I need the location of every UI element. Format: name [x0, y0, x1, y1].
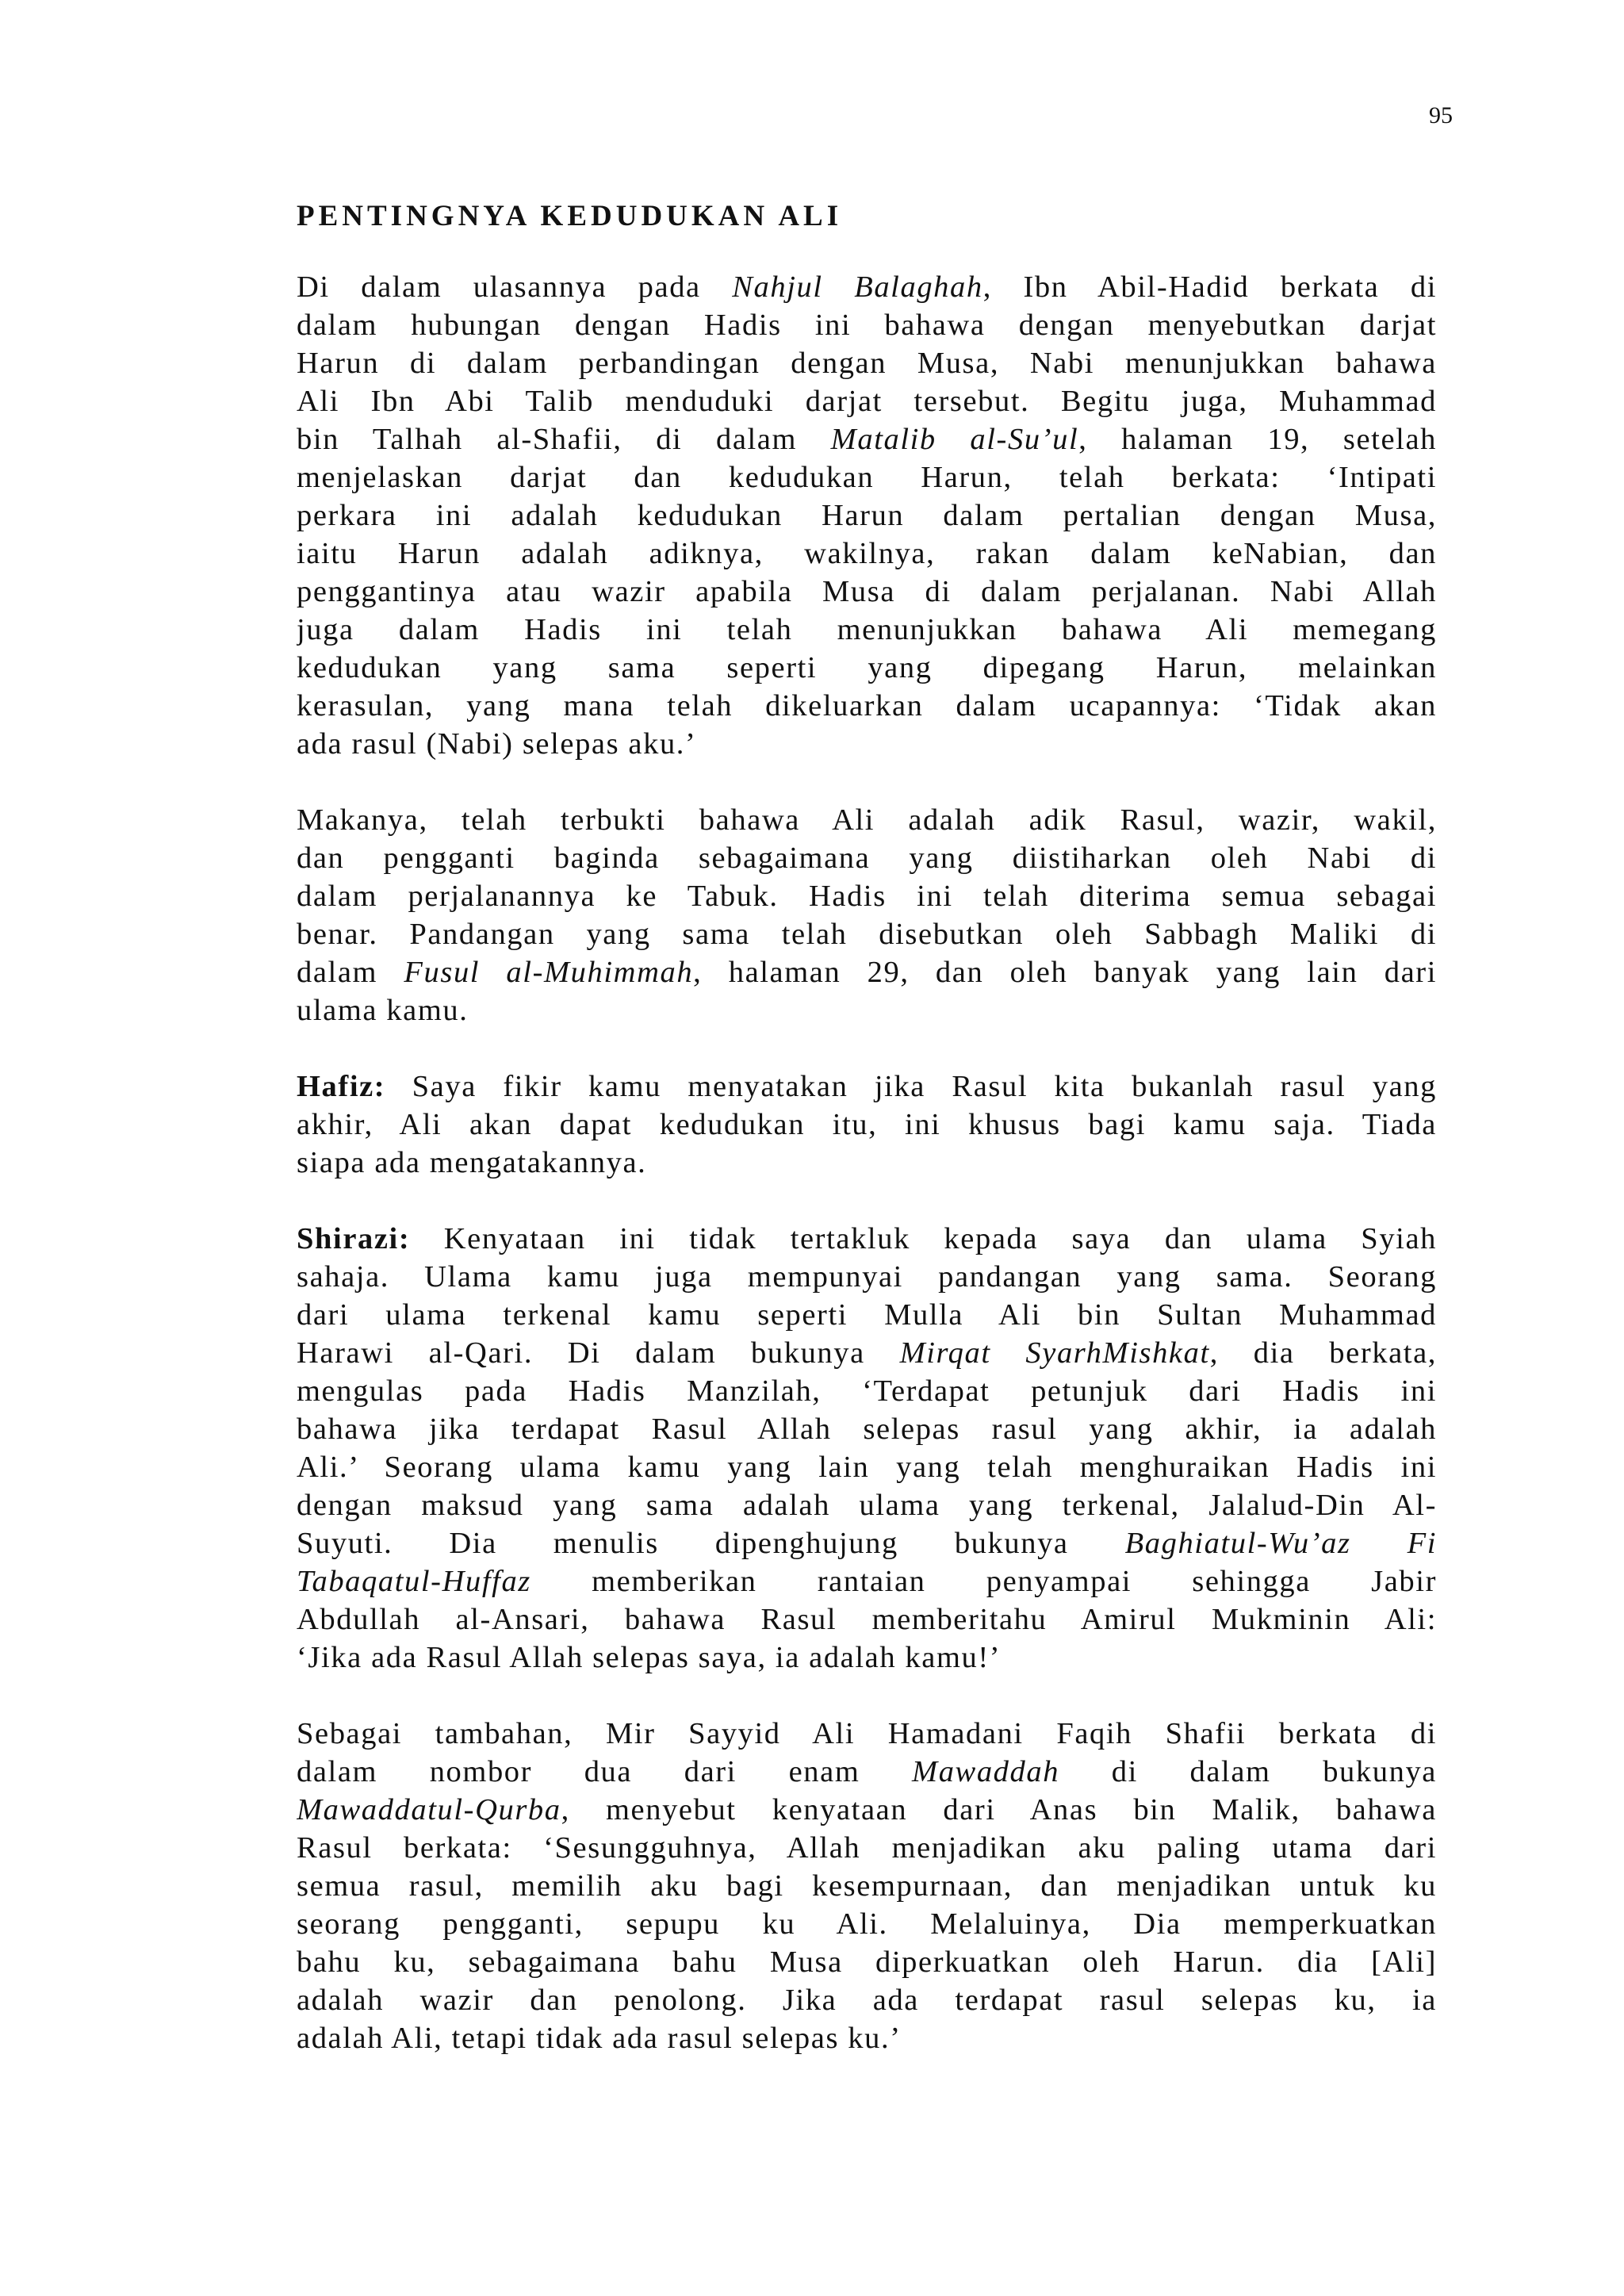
text-line [297, 1372, 1437, 1410]
italic-title: Baghiatul-Wu’az Fi [1124, 1527, 1437, 1560]
text-line [297, 268, 1437, 306]
text-run: di dalam bukunya [1059, 1755, 1437, 1788]
text-line [297, 1867, 1437, 1905]
text-line [297, 649, 1437, 687]
text-run: dan pengganti baginda sebagaimana yang diistiharkan oleh Nabi di [297, 841, 1437, 875]
text-line [297, 2019, 1437, 2057]
text-line [297, 1600, 1437, 1639]
text-line [297, 1486, 1437, 1524]
text-run: mengulas pada Hadis Manzilah, ‘Terdapat petunjuk dari Hadis ini [297, 1374, 1437, 1408]
text-line [297, 306, 1437, 344]
text-run: , menyebut kenyataan dari Anas bin Malik, bahawa [561, 1793, 1437, 1826]
paragraph [297, 1220, 1437, 1677]
speaker-label: Hafiz: [297, 1070, 386, 1103]
text-run: bahawa jika terdapat Rasul Allah selepas rasul yang akhir, ia adalah [297, 1412, 1437, 1446]
paragraph [297, 1068, 1437, 1182]
text-run: perkara ini adalah kedudukan Harun dalam pertalian dengan Musa, [297, 499, 1437, 532]
paragraph [297, 801, 1437, 1029]
text-run: bin Talhah al-Shafii, di dalam [297, 423, 831, 456]
text-run: sahaja. Ulama kamu juga mempunyai pandangan yang sama. Seorang [297, 1260, 1437, 1294]
text-line [297, 915, 1437, 953]
text-run: Saya fikir kamu menyatakan jika Rasul kita bukanlah rasul yang [385, 1070, 1437, 1103]
text-run: Kenyataan ini tidak tertakluk kepada saya dan ulama Syiah [410, 1222, 1437, 1255]
text-run: dalam perjalanannya ke Tabuk. Hadis ini telah diterima semua sebagai [297, 880, 1437, 913]
text-line [297, 1106, 1437, 1144]
text-line [297, 1068, 1437, 1106]
text-line [297, 1296, 1437, 1334]
text-run: Ali.’ Seorang ulama kamu yang lain yang telah menghuraikan Hadis ini [297, 1451, 1437, 1484]
section-heading: PENTINGNYA KEDUDUKAN ALI [297, 200, 843, 232]
text-line [297, 573, 1437, 611]
text-line [297, 382, 1437, 420]
text-run: Harawi al-Qari. Di dalam bukunya [297, 1336, 900, 1370]
text-line [297, 611, 1437, 649]
text-line [297, 1220, 1437, 1258]
text-run: penggantinya atau wazir apabila Musa di dalam perjalanan. Nabi Allah [297, 575, 1437, 608]
text-line [297, 1753, 1437, 1791]
text-line [297, 839, 1437, 877]
text-run: , halaman 19, setelah [1078, 423, 1437, 456]
text-line [297, 1144, 1437, 1182]
text-run: Makanya, telah terbukti bahawa Ali adalah adik Rasul, wazir, wakil, [297, 803, 1437, 837]
paragraphs [297, 268, 1437, 2057]
paragraph [297, 268, 1437, 763]
text-line [297, 344, 1437, 382]
text-line [297, 1524, 1437, 1562]
text-run: iaitu Harun adalah adiknya, wakilnya, rakan dalam keNabian, dan [297, 537, 1437, 570]
text-line [297, 687, 1437, 725]
italic-title: Mirqat SyarhMishkat [899, 1336, 1210, 1370]
text-run: Abdullah al-Ansari, bahawa Rasul memberitahu Amirul Mukminin Ali: [297, 1603, 1437, 1636]
text-line [297, 1258, 1437, 1296]
text-line [297, 877, 1437, 915]
text-line [297, 1943, 1437, 1981]
text-run: Di dalam ulasannya pada [297, 270, 733, 304]
text-run: Sebagai tambahan, Mir Sayyid Ali Hamadani Faqih Shafii berkata di [297, 1717, 1437, 1750]
page-number: 95 [1429, 102, 1453, 128]
text-run: siapa ada mengatakannya. [297, 1146, 647, 1179]
text-run: dengan maksud yang sama adalah ulama yang terkenal, Jalalud-Din Al- [297, 1489, 1437, 1522]
text-line [297, 1829, 1437, 1867]
text-line [297, 1715, 1437, 1753]
text-run: Suyuti. Dia menulis dipenghujung bukunya [297, 1527, 1125, 1560]
text-run: dari ulama terkenal kamu seperti Mulla Ali bin Sultan Muhammad [297, 1298, 1437, 1332]
italic-title: Nahjul Balaghah [732, 270, 983, 304]
text-run: akhir, Ali akan dapat kedudukan itu, ini khusus bagi kamu saja. Tiada [297, 1108, 1437, 1141]
italic-title: Matalib al-Su’ul [830, 423, 1079, 456]
text-line [297, 725, 1437, 763]
text-run: kedudukan yang sama seperti yang dipegang Harun, melainkan [297, 651, 1437, 684]
text-run: Harun di dalam perbandingan dengan Musa, Nabi menunjukkan bahawa [297, 347, 1437, 380]
text-run: adalah wazir dan penolong. Jika ada terdapat rasul selepas ku, ia [297, 1984, 1437, 2017]
text-run: ada rasul (Nabi) selepas aku.’ [297, 727, 697, 761]
text-run: seorang pengganti, sepupu ku Ali. Melaluinya, Dia memperkuatkan [297, 1907, 1437, 1941]
text-line [297, 420, 1437, 458]
text-run: Rasul berkata: ‘Sesungguhnya, Allah menjadikan aku paling utama dari [297, 1831, 1437, 1865]
text-line [297, 458, 1437, 496]
text-run: ulama kamu. [297, 994, 469, 1027]
text-run: Ali Ibn Abi Talib menduduki darjat tersebut. Begitu juga, Muhammad [297, 385, 1437, 418]
italic-title: Fusul al-Muhimmah [404, 956, 694, 989]
text-run: bahu ku, sebagaimana bahu Musa diperkuatkan oleh Harun. dia [Ali] [297, 1945, 1437, 1979]
text-line [297, 991, 1437, 1029]
text-run: kerasulan, yang mana telah dikeluarkan dalam ucapannya: ‘Tidak akan [297, 689, 1437, 723]
text-line [297, 1905, 1437, 1943]
text-line [297, 1562, 1437, 1600]
text-line [297, 1410, 1437, 1448]
text-line [297, 1981, 1437, 2019]
speaker-label: Shirazi: [297, 1222, 411, 1255]
text-line [297, 1639, 1437, 1677]
text-run: dalam [297, 956, 404, 989]
text-run: dalam hubungan dengan Hadis ini bahawa dengan menyebutkan darjat [297, 309, 1437, 342]
italic-title: Mawaddatul-Qurba [297, 1793, 561, 1826]
text-run: adalah Ali, tetapi tidak ada rasul selepas ku.’ [297, 2022, 902, 2055]
text-run: , dia berkata, [1209, 1336, 1437, 1370]
text-line [297, 1448, 1437, 1486]
text-run: dalam nombor dua dari enam [297, 1755, 913, 1788]
text-line [297, 953, 1437, 991]
text-run: benar. Pandangan yang sama telah disebutkan oleh Sabbagh Maliki di [297, 918, 1437, 951]
text-line [297, 801, 1437, 839]
text-run: juga dalam Hadis ini telah menunjukkan bahawa Ali memegang [297, 613, 1437, 646]
italic-title: Mawaddah [912, 1755, 1060, 1788]
text-run: , halaman 29, dan oleh banyak yang lain dari [693, 956, 1437, 989]
text-run: , Ibn Abil-Hadid berkata di [982, 270, 1437, 304]
text-line [297, 1791, 1437, 1829]
text-run: ‘Jika ada Rasul Allah selepas saya, ia adalah kamu!’ [297, 1641, 1002, 1674]
text-run: memberikan rantaian penyampai sehingga Jabir [530, 1565, 1437, 1598]
italic-title: Tabaqatul-Huffaz [297, 1565, 531, 1598]
text-line [297, 496, 1437, 535]
text-line [297, 535, 1437, 573]
text-run: menjelaskan darjat dan kedudukan Harun, telah berkata: ‘Intipati [297, 461, 1437, 494]
text-line [297, 1334, 1437, 1372]
document-body [297, 198, 1437, 2095]
text-run: semua rasul, memilih aku bagi kesempurnaan, dan menjadikan untuk ku [297, 1869, 1437, 1903]
paragraph [297, 1715, 1437, 2057]
